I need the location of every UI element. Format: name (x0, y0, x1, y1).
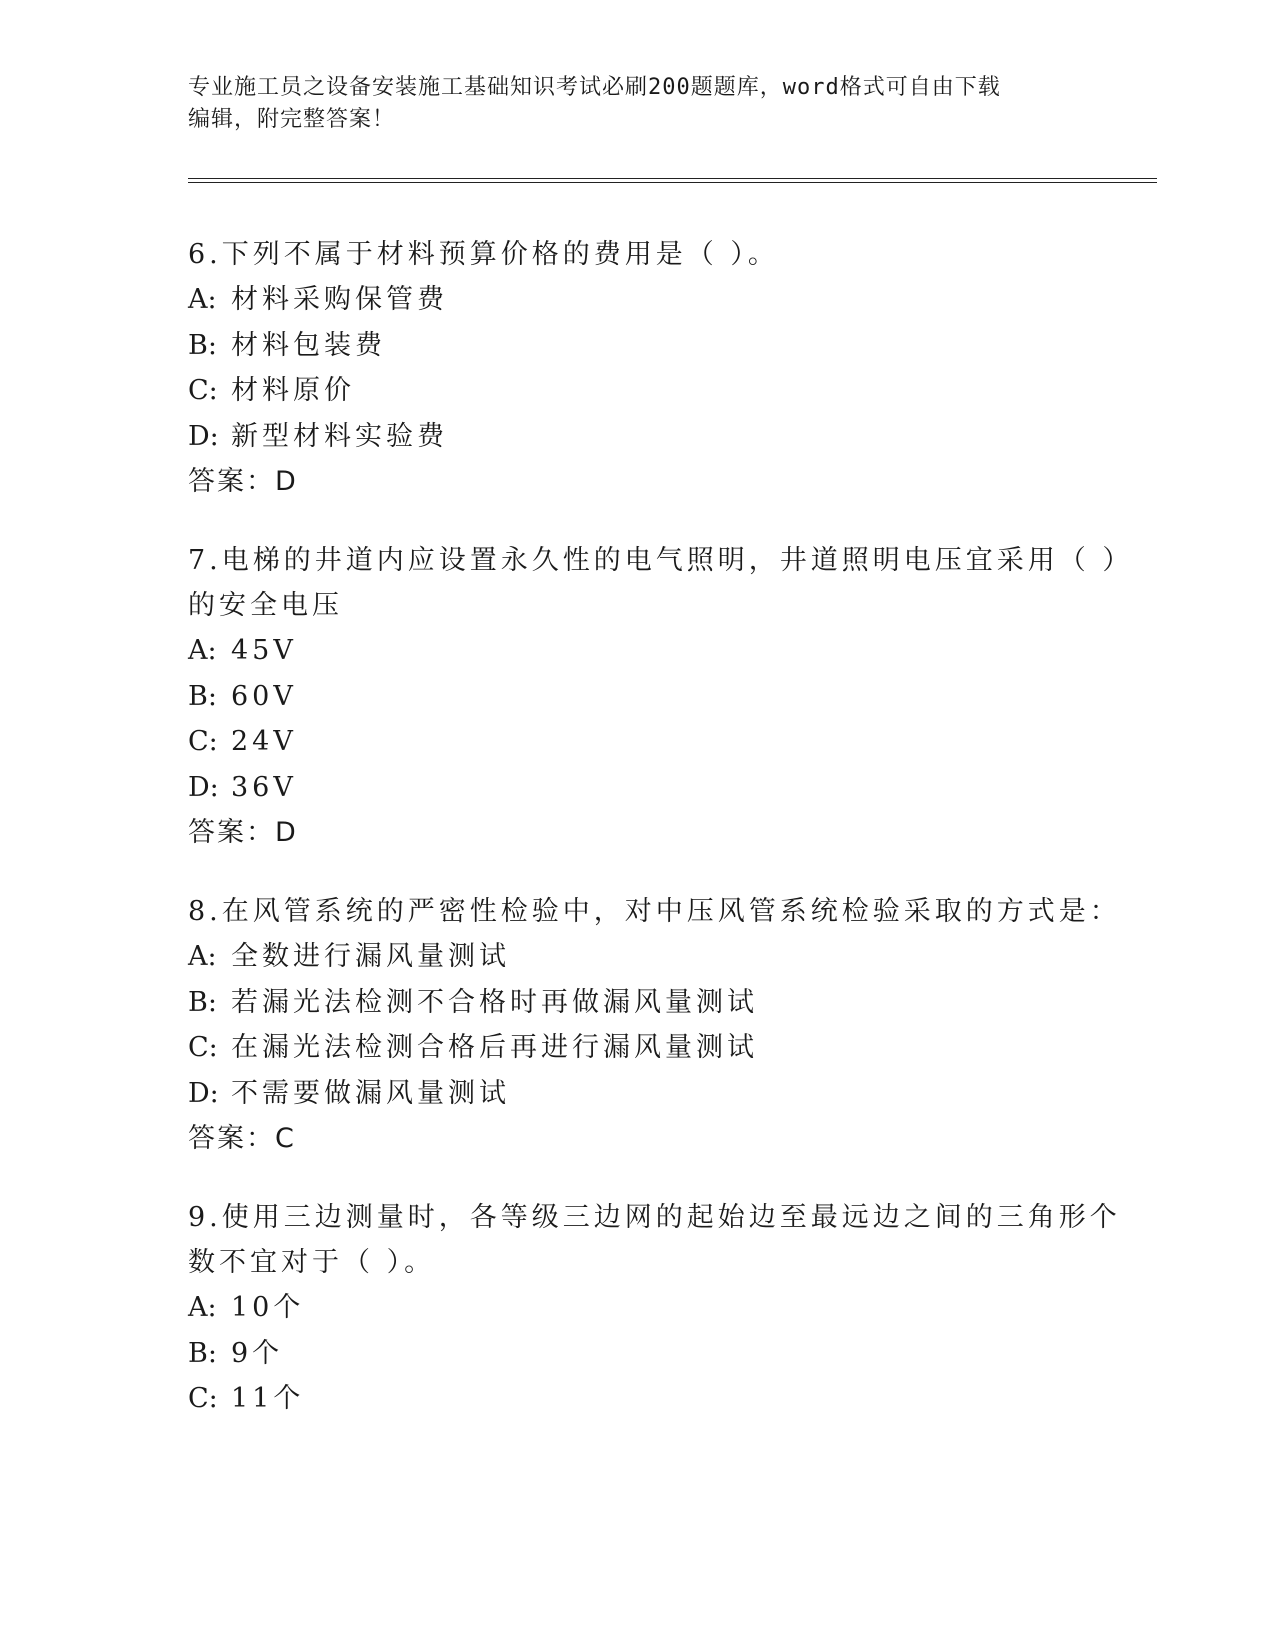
option-key: C: (188, 1032, 218, 1063)
option-key: C: (188, 726, 218, 757)
option-d (188, 1071, 1088, 1117)
option-text: 若漏光法检测不合格时再做漏风量测试 (231, 986, 758, 1018)
option-a (188, 628, 1088, 674)
option-text: 10个 (231, 1292, 305, 1323)
option-text: 新型材料实验费 (231, 420, 448, 452)
question-stem: 7.电梯的井道内应设置永久性的电气照明，井道照明电压宜采用（ ） (188, 545, 1134, 576)
option-b (188, 323, 1088, 369)
question-9 (188, 1195, 1121, 1422)
option-text: 材料采购保管费 (231, 284, 448, 315)
question-8 (188, 889, 1121, 1161)
option-key: A: (188, 284, 217, 315)
option-text: 不需要做漏风量测试 (231, 1077, 510, 1109)
header-title-line-1: 专业施工员之设备安装施工基础知识考试必刷200题题库，word格式可自由下载 (188, 75, 1001, 100)
answer-line: 答案：D (188, 817, 298, 848)
option-b (188, 1331, 1088, 1377)
option-b (188, 674, 1088, 720)
option-text: 36V (231, 771, 297, 803)
option-c (188, 1376, 1088, 1422)
option-key: A: (188, 1292, 217, 1323)
option-text: 全数进行漏风量测试 (231, 941, 510, 972)
option-c (188, 719, 1088, 765)
option-text: 45V (231, 635, 297, 666)
option-text: 材料包装费 (231, 329, 386, 361)
option-c (188, 1025, 1088, 1071)
option-key: D: (188, 771, 219, 803)
option-key: B: (188, 329, 217, 361)
question-stem: 9.使用三边测量时，各等级三边网的起始边至最远边之间的三角形个 (188, 1202, 1121, 1233)
option-text: 24V (231, 726, 297, 757)
question-stem: 8.在风管系统的严密性检验中，对中压风管系统检验采取的方式是： (188, 896, 1121, 927)
option-a (188, 277, 1088, 323)
option-a (188, 1285, 1088, 1331)
option-d (188, 765, 1088, 811)
question-7 (188, 538, 1134, 855)
question-6 (188, 232, 1088, 504)
option-text: 60V (231, 680, 297, 712)
question-stem-continued: 的安全电压 (188, 590, 343, 621)
option-d (188, 414, 1088, 460)
option-text: 材料原价 (231, 375, 355, 406)
option-key: D: (188, 1077, 219, 1109)
option-key: D: (188, 420, 219, 452)
option-key: A: (188, 635, 217, 666)
option-key: B: (188, 986, 217, 1018)
question-stem-continued: 数不宜对于（ ）。 (188, 1247, 436, 1278)
option-c (188, 368, 1088, 414)
question-list (188, 232, 1134, 1456)
option-b (188, 980, 1088, 1026)
option-a (188, 934, 1088, 980)
document-header (188, 72, 1088, 136)
option-key: B: (188, 1337, 217, 1369)
header-divider-bottom (188, 182, 1157, 183)
option-key: C: (188, 375, 218, 406)
header-title-line-2: 编辑，附完整答案！ (188, 107, 396, 132)
option-key: A: (188, 941, 217, 972)
option-text: 9个 (231, 1337, 284, 1369)
option-text: 在漏光法检测合格后再进行漏风量测试 (231, 1032, 758, 1063)
question-stem: 6.下列不属于材料预算价格的费用是（ ）。 (188, 239, 779, 270)
option-key: B: (188, 680, 217, 712)
answer-line: 答案：D (188, 466, 298, 497)
answer-line: 答案：C (188, 1123, 296, 1154)
header-divider-top (188, 178, 1157, 179)
option-key: C: (188, 1383, 218, 1414)
option-text: 11个 (231, 1383, 305, 1414)
